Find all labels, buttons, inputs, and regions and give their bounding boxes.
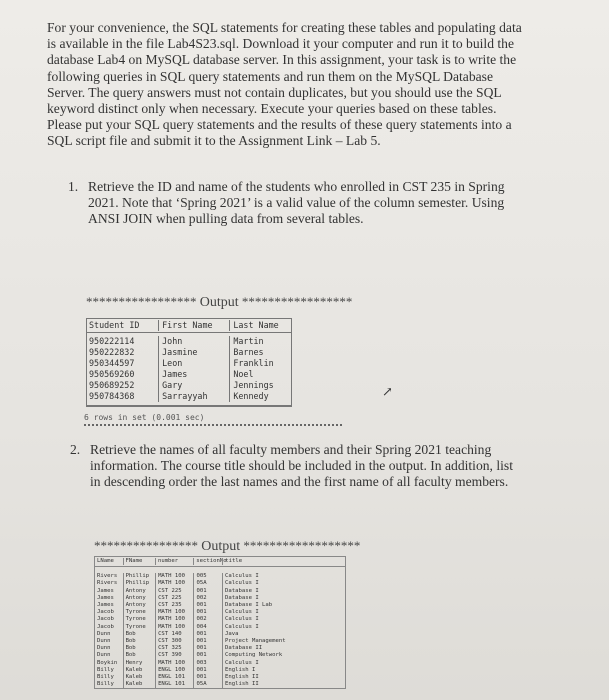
table-cell: Rivers [97,580,118,587]
table-cell: 05A [193,681,222,688]
table-cell: Antony [123,595,156,602]
table-cell: Bob [123,631,156,638]
table-row [95,580,345,587]
output-1-title [86,294,353,311]
table-cell: Leon [158,358,229,369]
star-decoration: ***************** [86,294,197,309]
table-cell: English II [222,681,343,688]
table-cell: Calculus I [222,660,343,667]
table-cell: Martin [229,336,289,347]
table-cell: Phillip [123,580,156,587]
table-cell: Henry [123,660,156,667]
table-cell: Kaleb [123,674,156,681]
table-row [87,347,291,358]
table-cell: 001 [193,652,222,659]
table-cell: Bob [123,638,156,645]
table-row [87,391,291,402]
intro-line: Please put your SQL query statements and the results of these query statements into a [47,117,512,133]
table-cell: Antony [123,602,156,609]
table-cell: ENGL 101 [155,681,193,688]
output-label: Output [199,295,239,310]
table-cell: 950689252 [89,380,135,390]
question-line: in descending order the last names and the first name of all faculty members. [90,474,509,490]
column-header: FName [123,558,155,565]
table-cell: MATH 100 [155,660,193,667]
table-cell: Database I [222,595,343,602]
table-cell: Noel [229,369,289,380]
table-cell: 950222832 [89,347,135,357]
table-cell: 950222114 [89,336,135,346]
table-cell: CST 325 [155,645,193,652]
table-cell: 001 [193,674,222,681]
intro-line: keyword distinct only when necessary. Execute your queries based on these tables. [47,101,497,117]
mouse-cursor-icon: ↗ [382,384,393,399]
table-cell: Kennedy [229,391,289,402]
table-row [95,573,345,580]
table-cell: James [97,587,114,594]
intro-paragraph [47,20,582,150]
table-row [95,631,345,638]
table-cell: Bob [123,645,156,652]
table-cell: Antony [123,588,156,595]
table-cell: Dunn [97,652,111,659]
table-cell: 001 [193,631,222,638]
intro-line: For your convenience, the SQL statements for creating these tables and populating data [47,20,522,35]
table-header [87,319,291,333]
table-cell: James [97,594,114,601]
table-cell: 002 [193,595,222,602]
table-cell: MATH 100 [155,580,193,587]
table-cell: CST 225 [155,588,193,595]
output-2-title [94,538,360,555]
table-cell: Kaleb [123,681,156,688]
output-1-table [86,318,292,407]
table-cell: John [158,336,229,347]
column-header: number [155,558,193,565]
column-header: title [222,558,343,565]
intro-line: Server. The query answers must not contain duplicates, but you should use the SQL [47,84,502,100]
table-row [95,609,345,616]
table-cell: James [158,369,229,380]
column-header: LName [97,558,114,564]
table-cell: Franklin [229,358,289,369]
table-cell: 950344597 [89,358,135,368]
table-cell: Kaleb [123,667,156,674]
table-row [95,645,345,652]
table-cell: 001 [193,609,222,616]
table-row [87,358,291,369]
table-row [95,602,345,609]
table-cell: Database I Lab [222,602,343,609]
table-cell: 950569260 [89,369,135,379]
table-cell: James [97,602,114,609]
intro-line: following queries in SQL query statements and run them on the MySQL Database [47,68,493,84]
table-cell: English I [222,667,343,674]
table-cell: Jacob [97,623,114,630]
table-cell: Dunn [97,638,111,645]
table-cell: Jasmine [158,347,229,358]
table-cell: Calculus I [222,580,343,587]
table-row [95,595,345,602]
table-cell: Calculus I [222,616,343,623]
question-line: Retrieve the names of all faculty members and their Spring 2021 teaching [90,442,492,457]
table-cell: Billy [97,674,114,681]
table-cell: Jacob [97,616,114,623]
table-cell: CST 390 [155,652,193,659]
table-cell: 001 [193,638,222,645]
table-cell: Calculus I [222,609,343,616]
table-cell: Dunn [97,645,111,652]
star-decoration: **************** [94,538,198,553]
column-header: sectionNo [193,558,222,565]
table-cell: Tyrone [123,616,156,623]
table-body [87,333,291,406]
table-cell: English II [222,674,343,681]
table-cell: Billy [97,666,114,673]
table-cell: Java [222,631,343,638]
table-cell: 001 [193,588,222,595]
table-row [95,638,345,645]
column-header: Student ID [89,320,140,330]
intro-line: SQL script file and submit it to the Assignment Link – Lab 5. [47,133,381,149]
intro-line: is available in the file Lab4S23.sql. Download it your computer and run it to build the [47,36,515,52]
table-cell: Database I [222,588,343,595]
star-decoration: ***************** [241,294,353,309]
output-2-table [94,556,346,689]
star-divider [84,424,342,428]
table-cell: Database II [222,645,343,652]
table-cell: Project Management [222,638,343,645]
table-cell: MATH 100 [155,573,193,580]
star-decoration: ****************** [243,538,361,553]
table-cell: Calculus I [222,624,343,631]
table-body [95,567,345,688]
question-number: 1. [68,179,79,194]
table-cell: 004 [193,624,222,631]
table-cell: CST 225 [155,595,193,602]
table-cell: 001 [193,667,222,674]
column-header: Last Name [229,320,289,331]
table-cell: MATH 100 [155,609,193,616]
table-cell: 002 [193,616,222,623]
table-cell: ENGL 101 [155,674,193,681]
table-row [87,380,291,391]
table-cell: 001 [193,645,222,652]
table-row [87,336,291,347]
table-cell: Calculus I [222,573,343,580]
table-cell: Tyrone [123,609,156,616]
table-row [95,660,345,667]
table-row [95,667,345,674]
table-row [95,588,345,595]
table-row [87,369,291,380]
table-cell: Dunn [97,630,111,637]
question-text [88,179,558,228]
question-number: 2. [70,442,81,457]
table-cell: MATH 100 [155,624,193,631]
table-cell: Rivers [97,573,118,580]
output-label: Output [201,539,241,554]
intro-line: database Lab4 on MySQL database server. In this assignment, your task is to write the [47,52,517,68]
table-cell: 005 [193,573,222,580]
table-cell: Jacob [97,609,114,616]
table-cell: ENGL 100 [155,667,193,674]
table-cell: Phillip [123,573,156,580]
rows-in-set-note: 6 rows in set (0.001 sec) [84,413,205,422]
table-header [95,557,345,567]
question-line: information. The course title should be included in the output. In addition, list [90,458,513,474]
table-cell: Computing Network [222,652,343,659]
table-row [95,616,345,623]
table-cell: Billy [97,681,114,688]
table-cell: 950784368 [89,391,135,401]
table-cell: Tyrone [123,624,156,631]
table-cell: 05A [193,580,222,587]
question-text [90,442,568,491]
table-row [95,681,345,688]
table-cell: CST 235 [155,602,193,609]
table-cell: Boykin [97,659,118,666]
column-header: First Name [158,320,229,331]
table-cell: Jennings [229,380,289,391]
table-cell: CST 140 [155,631,193,638]
table-cell: MATH 100 [155,616,193,623]
table-cell: 003 [193,660,222,667]
question-line: ANSI JOIN when pulling data from several tables. [88,211,364,227]
table-row [95,624,345,631]
question-line: Retrieve the ID and name of the students who enrolled in CST 235 in Spring [88,179,505,194]
table-cell: Gary [158,380,229,391]
table-cell: CST 300 [155,638,193,645]
question-line: 2021. Note that ‘Spring 2021’ is a valid value of the column semester. Using [88,195,505,211]
table-cell: Bob [123,652,156,659]
table-cell: Sarrayyah [158,391,229,402]
table-row [95,652,345,659]
table-cell: Barnes [229,347,289,358]
table-cell: 001 [193,602,222,609]
table-row [95,674,345,681]
